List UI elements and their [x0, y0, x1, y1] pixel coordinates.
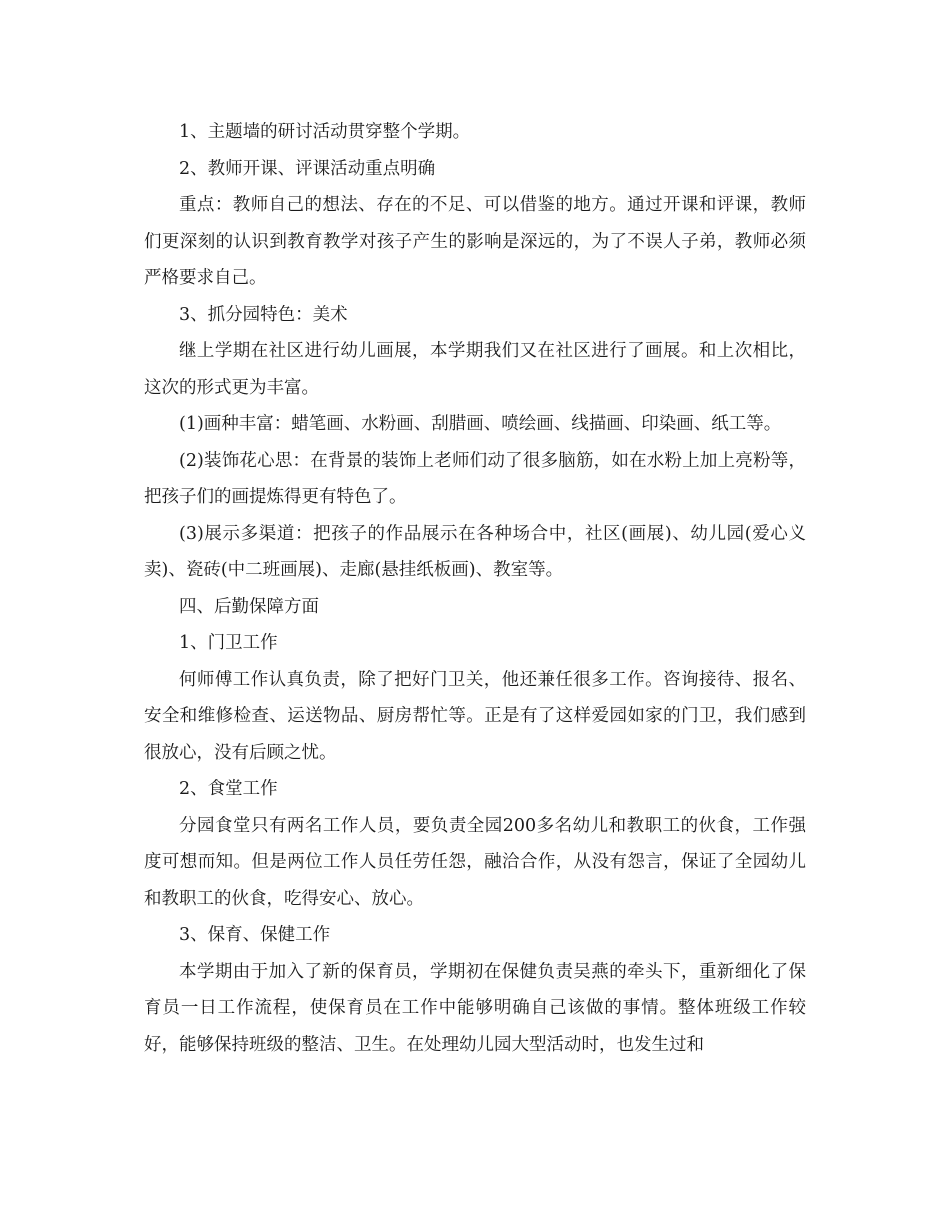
paragraph-15: 本学期由于加入了新的保育员，学期初在保健负责吴燕的牵头下，重新细化了保育员一日工作流程，使保育员在工作中能够明确自己该做的事情。整体班级工作较好，能够保持班级的整洁、卫生。在处理幼儿园大型活动时，也发生过和 — [144, 961, 806, 1055]
paragraph-8: (3)展示多渠道：把孩子的作品展示在各种场合中，社区(画展)、幼儿园(爱心义卖)、瓷砖(中二班画展)、走廊(悬挂纸板画)、教室等。 — [144, 523, 806, 580]
paragraph-3: 重点：教师自己的想法、存在的不足、可以借鉴的地方。通过开课和评课，教师们更深刻的认识到教育教学对孩子产生的影响是深远的，为了不误人子弟，教师必须严格要求自己。 — [144, 195, 806, 288]
paragraph-14: 3、保育、保健工作 — [179, 925, 331, 945]
paragraph-10: 1、门卫工作 — [179, 633, 278, 653]
paragraph-7: (2)装饰花心思：在背景的装饰上老师们动了很多脑筋，如在水粉上加上亮粉等，把孩子们的画提炼得更有特色了。 — [144, 450, 806, 507]
paragraph-4: 3、抓分园特色：美术 — [179, 304, 348, 325]
paragraph-12: 2、食堂工作 — [179, 779, 278, 799]
paragraph-11: 何师傅工作认真负责，除了把好门卫关，他还兼任很多工作。咨询接待、报名、安全和维修检查、运送物品、厨房帮忙等。正是有了这样爱园如家的门卫，我们感到很放心，没有后顾之忧。 — [144, 669, 806, 763]
section-heading: 四、后勤保障方面 — [179, 596, 319, 617]
paragraph-1: 1、主题墙的研讨活动贯穿整个学期。 — [179, 122, 471, 142]
paragraph-2: 2、教师开课、评课活动重点明确 — [179, 158, 436, 179]
paragraph-5: 继上学期在社区进行幼儿画展，本学期我们又在社区进行了画展。和上次相比，这次的形式更为丰富。 — [144, 341, 806, 398]
paragraph-6: (1)画种丰富：蜡笔画、水粉画、刮腊画、喷绘画、线描画、印染画、纸工等。 — [179, 414, 782, 434]
document-body — [144, 114, 806, 1063]
paragraph-13: 分园食堂只有两名工作人员，要负责全园200多名幼儿和教职工的伙食，工作强度可想而知。但是两位工作人员任劳任怨，融洽合作，从没有怨言，保证了全园幼儿和教职工的伙食，吃得安心、放心。 — [144, 815, 806, 909]
